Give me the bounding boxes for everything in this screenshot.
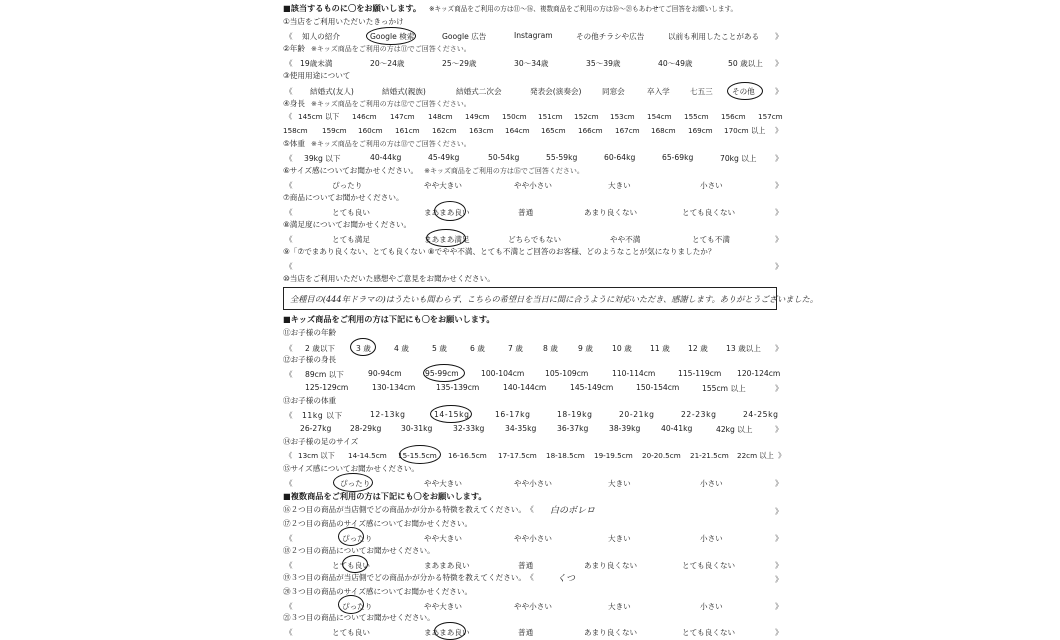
options-q21 (0, 627, 1060, 637)
option[interactable]: 11kg 以下 (302, 411, 343, 420)
option[interactable]: とても不満 (692, 235, 730, 244)
option-selected[interactable]: 95-99cm (425, 369, 459, 378)
options-q5 (0, 153, 1060, 163)
option[interactable]: Instagram (514, 31, 553, 40)
option[interactable]: 140-144cm (503, 383, 547, 392)
option[interactable]: 同窓会 (602, 87, 625, 96)
option[interactable]: 12 歳 (688, 344, 708, 353)
option[interactable]: あまり良くない (584, 628, 638, 637)
option-selected[interactable]: まあまあ良い (424, 628, 470, 637)
option[interactable]: 28-29kg (350, 424, 382, 433)
question-9 (283, 248, 716, 256)
options-q4-row2 (0, 126, 1060, 136)
question-text: ⑳３つ目の商品のサイズ感についてお聞かせください。 (283, 587, 473, 596)
question-text: ⑤体重 (283, 139, 305, 148)
option-selected[interactable]: ぴったり (342, 602, 373, 611)
option[interactable]: 45-49kg (428, 153, 460, 162)
section-header-multiple (283, 492, 487, 500)
bracket-close: 》 (775, 425, 783, 434)
option[interactable]: 35～39歳 (586, 59, 621, 68)
option[interactable]: 18-18.5cm (546, 451, 585, 460)
option[interactable]: 148cm (428, 112, 453, 121)
option[interactable]: やや大きい (424, 602, 462, 611)
option[interactable]: 125-129cm (305, 383, 349, 392)
option[interactable]: 164cm (505, 126, 530, 135)
option[interactable]: 11 歳 (650, 344, 670, 353)
option[interactable]: 21-21.5cm (690, 451, 729, 460)
bracket-open: 《 (285, 370, 293, 379)
option[interactable]: 小さい (700, 602, 723, 611)
options-q4-row1 (0, 112, 1060, 122)
bracket-close: 》 (775, 384, 783, 393)
question-13 (283, 397, 336, 405)
option[interactable]: 24-25kg (743, 410, 779, 419)
question-text: ⑯２つ目の商品が当店側でどの商品かが分かる特徴を教えてください。 (283, 505, 526, 514)
circle-mark (366, 27, 416, 45)
option[interactable]: 4 歳 (394, 344, 409, 353)
option[interactable]: 結婚式(親族) (382, 87, 426, 96)
option[interactable]: 146cm (352, 112, 377, 121)
option[interactable]: 165cm (541, 126, 566, 135)
question-8 (283, 221, 411, 229)
option[interactable]: とても良くない (682, 561, 736, 570)
bracket-close: 》 (775, 344, 783, 353)
question-5 (283, 140, 471, 148)
option-selected[interactable]: 14-15kg (434, 410, 470, 419)
option[interactable]: 知人の紹介 (302, 32, 340, 41)
question-4 (283, 100, 471, 108)
option[interactable]: やや小さい (514, 534, 552, 543)
option[interactable]: 105-109cm (545, 369, 589, 378)
option[interactable]: 6 歳 (470, 344, 485, 353)
handwritten-answer-q19: くつ (557, 574, 576, 584)
option-selected[interactable]: まあまあ満足 (424, 235, 470, 244)
option-selected[interactable]: Google 検索 (370, 32, 415, 41)
option-selected[interactable]: とても良い (332, 561, 370, 570)
option[interactable]: あまり良くない (584, 208, 638, 217)
option[interactable]: 65-69kg (662, 153, 694, 162)
option[interactable]: 9 歳 (578, 344, 593, 353)
question-10 (283, 275, 495, 283)
option[interactable]: 結婚式二次会 (456, 87, 502, 96)
option[interactable]: やや大きい (424, 479, 462, 488)
option[interactable]: 100-104cm (481, 369, 525, 378)
bracket-open: 《 (285, 344, 293, 353)
section-header-text: ■複数商品をご利用の方は下記にも〇をお願いします。 (283, 491, 487, 501)
option[interactable]: 162cm (432, 126, 457, 135)
option[interactable]: 発表会(演奏会) (530, 87, 582, 96)
option[interactable]: 12-13kg (370, 410, 406, 419)
option[interactable]: 161cm (395, 126, 420, 135)
option[interactable]: 38-39kg (609, 424, 641, 433)
question-2 (283, 45, 471, 53)
bracket-open: 《 (285, 59, 293, 68)
option[interactable]: やや大きい (424, 534, 462, 543)
option[interactable]: 13 歳以上 (726, 344, 761, 353)
option[interactable]: 170cm 以上 (724, 126, 766, 135)
option[interactable]: 18-19kg (557, 410, 593, 419)
option[interactable]: やや大きい (424, 181, 462, 190)
bracket-close: 》 (775, 59, 783, 68)
circle-mark (423, 364, 465, 382)
option-selected[interactable]: その他 (732, 87, 755, 96)
option[interactable]: 普通 (518, 208, 534, 217)
question-7 (283, 194, 404, 202)
option[interactable]: 152cm (574, 112, 599, 121)
option[interactable]: 50-54kg (488, 153, 520, 162)
option-selected[interactable]: ぴったり (342, 534, 373, 543)
circle-mark (426, 229, 466, 247)
question-text: ⑫お子様の身長 (283, 355, 337, 364)
options-q3 (0, 86, 1060, 96)
question-text: ⑮サイズ感についてお聞かせください。 (283, 464, 419, 473)
option[interactable]: 147cm (390, 112, 415, 121)
circle-mark (727, 82, 763, 100)
option[interactable]: 大きい (608, 534, 631, 543)
option[interactable]: 115-119cm (678, 369, 722, 378)
question-21 (283, 614, 435, 622)
circle-mark (350, 338, 376, 356)
option[interactable]: 25～29歳 (442, 59, 477, 68)
circle-mark (338, 527, 364, 546)
circle-mark (434, 622, 466, 640)
option[interactable]: とても良い (332, 208, 370, 217)
question-text: ⑱２つ目の商品についてお聞かせください。 (283, 546, 435, 555)
bracket-close: 》 (775, 208, 783, 217)
option[interactable]: 70kg 以上 (720, 154, 757, 163)
option[interactable]: 155cm (684, 112, 709, 121)
option[interactable]: やや小さい (514, 181, 552, 190)
section-header-note: ※キッズ商品をご利用の方は⑪～⑯、複数商品をご利用の方は⑯～㉑もあわせてご回答をお願いします。 (428, 5, 738, 13)
question-11 (283, 329, 336, 337)
option[interactable]: 20～24歳 (370, 59, 405, 68)
question-18 (283, 547, 435, 555)
option[interactable]: 普通 (518, 561, 534, 570)
question-text: ④身長 (283, 99, 305, 108)
bracket-open: 《 (285, 602, 293, 611)
option[interactable]: 大きい (608, 602, 631, 611)
circle-mark (430, 405, 472, 423)
option[interactable]: どちらでもない (508, 235, 562, 244)
question-text: ⑦商品についてお聞かせください。 (283, 193, 404, 202)
option[interactable]: 20-20.5cm (642, 451, 681, 460)
option[interactable]: 30～34歳 (514, 59, 549, 68)
bracket-close: 》 (775, 507, 783, 516)
bracket-close: 》 (775, 32, 783, 41)
option[interactable]: 14-14.5cm (348, 451, 387, 460)
section-header-text: ■該当するものに〇をお願いします。 (283, 3, 422, 13)
option[interactable]: あまり良くない (584, 561, 638, 570)
option[interactable]: とても良い (332, 628, 370, 637)
question-text: ③使用用途について (283, 71, 351, 80)
option-selected[interactable]: ぴったり (340, 479, 371, 488)
bracket-close: 》 (775, 154, 783, 163)
option[interactable]: 8 歳 (543, 344, 558, 353)
option[interactable]: 153cm (610, 112, 635, 121)
option[interactable]: 42kg 以上 (716, 425, 753, 434)
bracket-close: 》 (775, 561, 783, 570)
options-q12-row1 (0, 369, 1060, 379)
question-text: ⑭お子様の足のサイズ (283, 437, 359, 446)
option[interactable]: 167cm (615, 126, 640, 135)
bracket-open: 《 (530, 573, 534, 582)
question-text: ⑧満足度についてお聞かせください。 (283, 220, 412, 229)
option[interactable]: 90-94cm (368, 369, 402, 378)
question-note: ※キッズ商品をご利用の方は⑮でご回答ください。 (424, 167, 584, 175)
question-text: ⑲３つ目の商品が当店側でどの商品かが分かる特徴を教えてください。 (283, 573, 526, 582)
bracket-open: 《 (285, 112, 293, 121)
option[interactable]: 156cm (721, 112, 746, 121)
option[interactable]: 168cm (651, 126, 676, 135)
option[interactable]: 小さい (700, 534, 723, 543)
bracket-open: 《 (285, 181, 293, 190)
option[interactable]: 150-154cm (636, 383, 680, 392)
question-note: ※キッズ商品をご利用の方は⑬でご回答ください。 (311, 140, 471, 148)
options-q13-row1 (0, 410, 1060, 420)
options-q17 (0, 533, 1060, 543)
option[interactable]: 19歳未満 (300, 59, 333, 68)
answer-q16[interactable] (0, 506, 1060, 516)
bracket-close: 》 (775, 602, 783, 611)
bracket-close: 》 (778, 451, 786, 460)
option[interactable]: 10 歳 (612, 344, 632, 353)
option[interactable]: 七五三 (690, 87, 713, 96)
bracket-open: 《 (285, 479, 293, 488)
option[interactable]: 39kg 以下 (304, 154, 341, 163)
option[interactable]: 大きい (608, 479, 631, 488)
bracket-open: 《 (285, 87, 293, 96)
answer-q19[interactable] (0, 574, 1060, 584)
bracket-close: 》 (775, 534, 783, 543)
option[interactable]: 34-35kg (505, 424, 537, 433)
option[interactable]: 26-27kg (300, 424, 332, 433)
option[interactable]: 155cm 以上 (702, 384, 746, 393)
bracket-close: 》 (775, 628, 783, 637)
circle-mark (342, 555, 368, 573)
circle-mark (434, 201, 466, 221)
option[interactable]: やや不満 (610, 235, 641, 244)
option[interactable]: 154cm (647, 112, 672, 121)
option[interactable]: 20-21kg (619, 410, 655, 419)
option[interactable]: 149cm (465, 112, 490, 121)
bracket-open: 《 (285, 411, 294, 420)
option[interactable]: 110-114cm (612, 369, 656, 378)
options-q15 (0, 478, 1060, 488)
option[interactable]: 40-44kg (370, 153, 402, 162)
option[interactable]: 30-31kg (401, 424, 433, 433)
option[interactable]: 166cm (578, 126, 603, 135)
options-q12-row2 (0, 383, 1060, 393)
option[interactable]: とても良くない (682, 628, 736, 637)
bracket-close: 》 (775, 181, 783, 190)
option[interactable]: とても満足 (332, 235, 370, 244)
comment-box[interactable] (283, 287, 819, 310)
section-header-general (283, 4, 737, 13)
option[interactable]: ぴったり (332, 181, 363, 190)
bracket-open: 《 (285, 561, 293, 570)
options-q2 (0, 58, 1060, 68)
question-17 (283, 520, 472, 528)
bracket-open: 《 (285, 208, 293, 217)
options-q11 (0, 343, 1060, 353)
option[interactable]: 13cm 以下 (298, 451, 335, 460)
question-note: ⑧でやや不満、とても不満とご回答のお客様、どのようなことが気になりましたか？ (427, 247, 716, 256)
option[interactable]: 40～49歳 (658, 59, 693, 68)
option[interactable]: その他チラシや広告 (576, 32, 645, 41)
option[interactable]: 普通 (518, 628, 534, 637)
options-q1 (0, 31, 1060, 41)
bracket-close: 》 (775, 87, 783, 96)
option[interactable]: 卒入学 (647, 87, 670, 96)
option[interactable]: 22-23kg (681, 410, 717, 419)
bracket-open: 《 (285, 235, 293, 244)
options-q14 (0, 451, 1060, 461)
bracket-open: 《 (285, 32, 293, 41)
option[interactable]: 5 歳 (432, 344, 447, 353)
question-note: ※キッズ商品をご利用の方は⑪でご回答ください。 (311, 45, 471, 53)
question-1 (283, 18, 404, 26)
option[interactable]: まあまあ良い (424, 561, 470, 570)
option[interactable]: やや小さい (514, 479, 552, 488)
option[interactable]: 16-16.5cm (448, 451, 487, 460)
option[interactable]: 145cm 以下 (298, 112, 340, 121)
option[interactable]: 145-149cm (570, 383, 614, 392)
option[interactable]: 40-41kg (661, 424, 693, 433)
options-q20 (0, 601, 1060, 611)
bracket-close: 》 (775, 126, 783, 135)
bracket-open: 《 (285, 628, 293, 637)
handwritten-comment: 全種目の(444年ドラマの)はうたいも間わらず、こちらの希望日を当日に間に合うように対応いただき、感謝します。ありがとうございました。 (290, 294, 819, 304)
question-text: ①当店をご利用いただいたきっかけ (283, 17, 404, 26)
option[interactable]: Google 広告 (442, 32, 487, 41)
question-12 (283, 356, 336, 364)
question-text: ⑨「⑦でまあり良くない、とても良くない (283, 247, 426, 256)
options-q18 (0, 560, 1060, 570)
answer-q9[interactable] (0, 261, 1060, 271)
option[interactable]: 17-17.5cm (498, 451, 537, 460)
option[interactable]: 以前も利用したことがある (668, 32, 760, 41)
option[interactable]: とても良くない (682, 208, 736, 217)
options-q6 (0, 180, 1060, 190)
question-text: ⑩当店をご利用いただいた感想やご意見をお聞かせください。 (283, 274, 495, 283)
option[interactable]: 32-33kg (453, 424, 485, 433)
option[interactable]: 小さい (700, 181, 723, 190)
option[interactable]: 158cm (283, 126, 308, 135)
option[interactable]: 169cm (688, 126, 713, 135)
option[interactable]: 2 歳以下 (305, 344, 336, 353)
option[interactable]: 50 歳以上 (728, 59, 763, 68)
bracket-close: 》 (775, 575, 783, 584)
option[interactable]: 16-17kg (495, 410, 531, 419)
option[interactable]: やや小さい (514, 602, 552, 611)
circle-mark (333, 473, 373, 492)
question-20 (283, 588, 472, 596)
question-text: ⑰２つ目の商品のサイズ感についてお聞かせください。 (283, 519, 473, 528)
option[interactable]: 55-59kg (546, 153, 578, 162)
bracket-close: 》 (775, 479, 783, 488)
options-q7 (0, 207, 1060, 217)
option[interactable]: 120-124cm (737, 369, 781, 378)
bracket-open: 《 (285, 262, 293, 271)
circle-mark (338, 595, 364, 614)
option[interactable]: 小さい (700, 479, 723, 488)
bracket-open: 《 (530, 505, 534, 514)
question-text: ㉑３つ目の商品についてお聞かせください。 (283, 613, 435, 622)
bracket-close: 》 (775, 235, 783, 244)
bracket-close: 》 (775, 262, 783, 271)
option-selected[interactable]: まあまあ良い (424, 208, 470, 217)
option[interactable]: 19-19.5cm (594, 451, 633, 460)
question-note: ※キッズ商品をご利用の方は⑫でご回答ください。 (311, 100, 471, 108)
question-6 (283, 167, 584, 175)
circle-mark (399, 445, 441, 464)
option[interactable]: 157cm (758, 112, 783, 121)
option[interactable]: 135-139cm (436, 383, 480, 392)
question-14 (283, 438, 358, 446)
option-selected[interactable]: 3 歳 (356, 344, 371, 353)
bracket-open: 《 (285, 451, 293, 460)
option[interactable]: 150cm (502, 112, 527, 121)
question-text: ⑥サイズ感についてお聞かせください。 (283, 166, 419, 175)
question-text: ②年齢 (283, 44, 305, 53)
option[interactable]: 大きい (608, 181, 631, 190)
option[interactable]: 160cm (358, 126, 383, 135)
question-text: ⑬お子様の体重 (283, 396, 337, 405)
options-q8 (0, 234, 1060, 244)
option[interactable]: 130-134cm (372, 383, 416, 392)
option[interactable]: 163cm (469, 126, 494, 135)
option-selected[interactable]: 15-15.5cm (398, 451, 437, 460)
question-text: ⑪お子様の年齢 (283, 328, 337, 337)
option[interactable]: 89cm 以下 (305, 370, 344, 379)
handwritten-answer-q16: 白のボレロ (550, 506, 596, 516)
options-q13-row2 (0, 424, 1060, 434)
option[interactable]: 22cm 以上 (737, 451, 774, 460)
option[interactable]: 159cm (322, 126, 347, 135)
option[interactable]: 7 歳 (508, 344, 523, 353)
section-header-kids (283, 315, 495, 323)
option[interactable]: 151cm (538, 112, 563, 121)
bracket-open: 《 (285, 154, 293, 163)
option[interactable]: 60-64kg (604, 153, 636, 162)
question-3 (283, 72, 350, 80)
section-header-text: ■キッズ商品をご利用の方は下記にも〇をお願いします。 (283, 314, 495, 324)
option[interactable]: 結婚式(友人) (310, 87, 354, 96)
bracket-open: 《 (285, 534, 293, 543)
option[interactable]: 36-37kg (557, 424, 589, 433)
question-15 (283, 465, 419, 473)
